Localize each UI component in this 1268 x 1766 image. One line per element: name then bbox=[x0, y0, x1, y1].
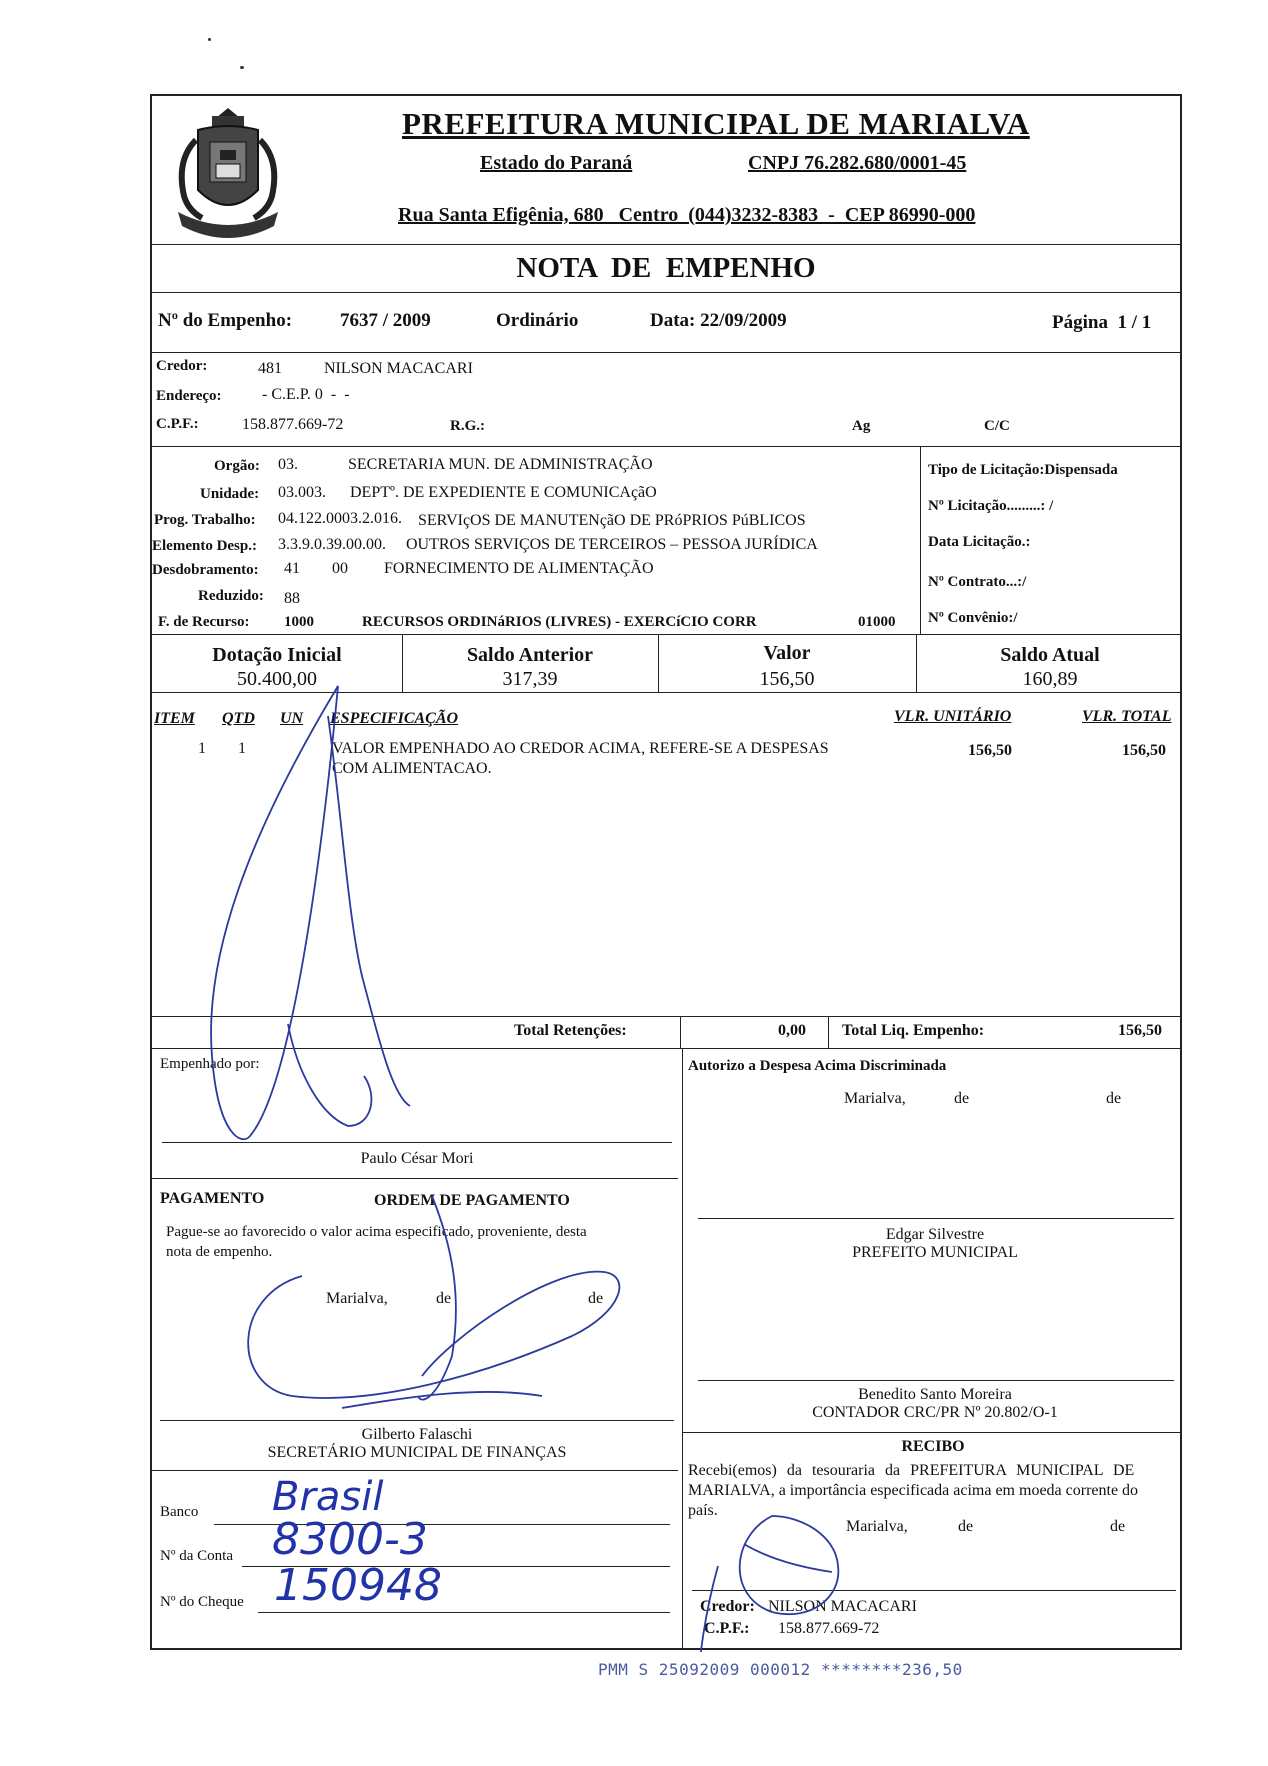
banco-handwritten: Brasil bbox=[272, 1474, 384, 1520]
elemento-label: Elemento Desp.: bbox=[152, 538, 257, 554]
elemento-code: 3.3.9.0.39.00.00. bbox=[278, 536, 386, 553]
recibo-text-line3: país. bbox=[688, 1502, 718, 1519]
contrato-numero: Nº Contrato...:/ bbox=[928, 574, 1027, 590]
recurso-label: F. de Recurso: bbox=[158, 614, 250, 630]
prog-label: Prog. Trabalho: bbox=[154, 512, 256, 528]
saldo-atual-value: 160,89 bbox=[1022, 668, 1078, 690]
header-state: Estado do Paraná bbox=[480, 152, 633, 174]
row-vlr-total: 156,50 bbox=[1122, 742, 1166, 759]
col-item: ITEM bbox=[154, 710, 195, 727]
pagamento-city: Marialva, bbox=[326, 1290, 388, 1307]
secretario-name: Gilberto Falaschi bbox=[361, 1426, 473, 1443]
autorizo-de2: de bbox=[1106, 1090, 1122, 1107]
row-desc-line2: COM ALIMENTACAO. bbox=[332, 760, 492, 777]
secretario-title: SECRETÁRIO MUNICIPAL DE FINANÇAS bbox=[267, 1444, 567, 1461]
desdobramento-label: Desdobramento: bbox=[152, 562, 259, 578]
reduzido-value: 88 bbox=[284, 590, 300, 607]
empenhado-por-name: Paulo César Mori bbox=[360, 1150, 474, 1167]
empenho-date: Data: 22/09/2009 bbox=[650, 310, 787, 331]
prog-name: SERVIçOS DE MANUTENçãO DE PRóPRIOS PúBLICOS bbox=[418, 512, 806, 529]
col-un: UN bbox=[280, 710, 304, 727]
credor-label: Credor: bbox=[156, 358, 208, 374]
reduzido-label: Reduzido: bbox=[198, 588, 264, 604]
total-liq-empenho-label: Total Liq. Empenho: bbox=[842, 1022, 985, 1039]
cc-label: C/C bbox=[984, 418, 1010, 434]
scan-speck bbox=[240, 66, 244, 69]
pagamento-de1: de bbox=[436, 1290, 452, 1307]
licitacao-tipo: Tipo de Licitação:Dispensada bbox=[928, 462, 1118, 478]
recurso-num: 01000 bbox=[858, 614, 896, 630]
dotacao-inicial-label: Dotação Inicial bbox=[212, 644, 342, 666]
pagamento-text-line2: nota de empenho. bbox=[166, 1244, 273, 1260]
cpf-value: 158.877.669-72 bbox=[242, 416, 344, 433]
scan-speck bbox=[208, 38, 211, 41]
orgao-name: SECRETARIA MUN. DE ADMINISTRAÇÃO bbox=[348, 456, 653, 473]
prefeito-name: Edgar Silvestre bbox=[885, 1226, 985, 1243]
contador-title: CONTADOR CRC/PR Nº 20.802/O-1 bbox=[812, 1404, 1058, 1421]
recibo-cpf-value: 158.877.669-72 bbox=[778, 1620, 880, 1637]
header-title: PREFEITURA MUNICIPAL DE MARIALVA bbox=[402, 106, 1030, 141]
row-vlr-unitario: 156,50 bbox=[968, 742, 1012, 759]
handwritten-signatures bbox=[152, 96, 1184, 1652]
unidade-code: 03.003. bbox=[278, 484, 326, 501]
total-retencoes-value: 0,00 bbox=[778, 1022, 806, 1039]
recibo-text-line1: Recebi(emos) da tesouraria da PREFEITURA MUNICIPAL DE bbox=[688, 1462, 1135, 1479]
col-vlr-unitario: VLR. UNITÁRIO bbox=[894, 708, 1012, 725]
desdobramento-code: 41 bbox=[284, 560, 300, 577]
saldo-anterior-label: Saldo Anterior bbox=[466, 644, 594, 666]
credor-code: 481 bbox=[258, 360, 282, 377]
payment-stamp: PMM S 25092009 000012 ********236,50 bbox=[598, 1660, 963, 1679]
orgao-code: 03. bbox=[278, 456, 298, 473]
recibo-credor-label: Credor: bbox=[700, 1598, 755, 1615]
total-retencoes-label: Total Retenções: bbox=[514, 1022, 627, 1039]
rg-label: R.G.: bbox=[450, 418, 485, 434]
prefeito-title: PREFEITO MUNICIPAL bbox=[852, 1244, 1018, 1261]
autorizo-de1: de bbox=[954, 1090, 970, 1107]
col-vlr-total: VLR. TOTAL bbox=[1082, 708, 1172, 725]
autorizo-city: Marialva, bbox=[844, 1090, 906, 1107]
licitacao-numero: Nº Licitação.........: / bbox=[928, 498, 1054, 514]
header-address: Rua Santa Efigênia, 680 Centro (044)3232-8383 - CEP 86990-000 bbox=[398, 204, 976, 226]
row-qtd: 1 bbox=[238, 740, 246, 757]
conta-label: Nº da Conta bbox=[160, 1548, 233, 1564]
row-desc-line1: VALOR EMPENHADO AO CREDOR ACIMA, REFERE-SE A DESPESAS bbox=[332, 740, 829, 757]
pagamento-de2: de bbox=[588, 1290, 604, 1307]
page-number: Página 1 / 1 bbox=[1052, 312, 1152, 333]
recibo-title: RECIBO bbox=[901, 1438, 965, 1455]
recibo-de2: de bbox=[1110, 1518, 1126, 1535]
contador-name: Benedito Santo Moreira bbox=[858, 1386, 1012, 1403]
recibo-city: Marialva, bbox=[846, 1518, 908, 1535]
desdobramento-name: FORNECIMENTO DE ALIMENTAÇÃO bbox=[384, 560, 654, 577]
saldo-anterior-value: 317,39 bbox=[502, 668, 558, 690]
desdobramento-sub: 00 bbox=[332, 560, 348, 577]
banco-label: Banco bbox=[160, 1504, 199, 1520]
endereco-label: Endereço: bbox=[156, 388, 222, 404]
total-liq-empenho-value: 156,50 bbox=[1118, 1022, 1162, 1039]
doc-title: NOTA DE EMPENHO bbox=[516, 252, 816, 284]
col-especificacao: ESPECIFICAÇÃO bbox=[330, 710, 459, 727]
recurso-name: RECURSOS ORDINáRIOS (LIVRES) - EXERCíCIO CORR bbox=[362, 614, 757, 630]
nota-de-empenho-form bbox=[150, 94, 1182, 1650]
endereco-value: - C.E.P. 0 - - bbox=[262, 386, 350, 403]
convenio-numero: Nº Convênio:/ bbox=[928, 610, 1018, 626]
header-cnpj: CNPJ 76.282.680/0001-45 bbox=[748, 152, 967, 174]
recibo-credor-name: NILSON MACACARI bbox=[768, 1598, 917, 1615]
recibo-cpf-label: C.P.F.: bbox=[704, 1620, 750, 1637]
recibo-text-line2: MARIALVA, a importância especificada acima em moeda corrente do bbox=[688, 1482, 1139, 1499]
pagamento-label: PAGAMENTO bbox=[160, 1190, 265, 1207]
licitacao-data: Data Licitação.: bbox=[928, 534, 1031, 550]
conta-handwritten: 8300-3 bbox=[272, 1514, 428, 1565]
empenhado-por-label: Empenhado por: bbox=[160, 1056, 260, 1072]
orgao-label: Orgão: bbox=[214, 458, 260, 474]
pagamento-text-line1: Pague-se ao favorecido o valor acima especificado, proveniente, desta bbox=[166, 1224, 587, 1240]
empenho-type: Ordinário bbox=[496, 310, 579, 331]
prog-code: 04.122.0003.2.016. bbox=[278, 510, 402, 527]
empenho-label: Nº do Empenho: bbox=[158, 310, 293, 331]
empenho-number: 7637 / 2009 bbox=[340, 310, 431, 331]
credor-name: NILSON MACACARI bbox=[324, 360, 473, 377]
unidade-label: Unidade: bbox=[200, 486, 260, 502]
col-qtd: QTD bbox=[222, 710, 255, 727]
saldo-atual-label: Saldo Atual bbox=[1000, 644, 1100, 666]
ordem-pagamento-label: ORDEM DE PAGAMENTO bbox=[374, 1192, 570, 1209]
autorizo-label: Autorizo a Despesa Acima Discriminada bbox=[688, 1058, 947, 1074]
valor-label: Valor bbox=[763, 642, 811, 664]
cpf-label: C.P.F.: bbox=[156, 416, 199, 432]
recurso-code: 1000 bbox=[284, 614, 314, 630]
ag-label: Ag bbox=[852, 418, 871, 434]
dotacao-inicial-value: 50.400,00 bbox=[237, 668, 317, 690]
cheque-label: Nº do Cheque bbox=[160, 1594, 244, 1610]
valor-value: 156,50 bbox=[759, 668, 815, 690]
row-item: 1 bbox=[198, 740, 206, 757]
elemento-name: OUTROS SERVIÇOS DE TERCEIROS – PESSOA JURÍDICA bbox=[406, 536, 818, 553]
unidade-name: DEPTº. DE EXPEDIENTE E COMUNICAçãO bbox=[350, 484, 657, 501]
recibo-de1: de bbox=[958, 1518, 974, 1535]
cheque-handwritten: 150948 bbox=[274, 1560, 442, 1611]
